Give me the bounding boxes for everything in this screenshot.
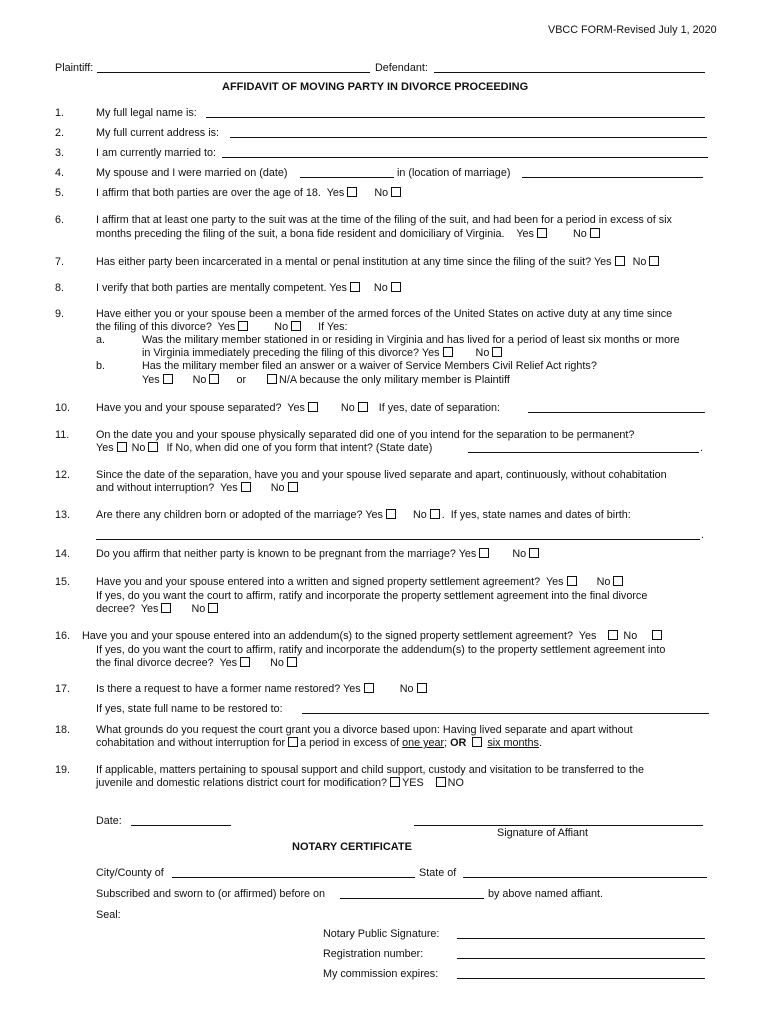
no-checkbox[interactable] <box>208 603 218 613</box>
item-number: 5. <box>55 187 65 199</box>
addendum-question: Have you and your spouse entered into an addendum(s) to the signed property settlement agreement? Yes No <box>82 630 664 643</box>
competency-question: I verify that both parties are mentally competent. Yes No <box>96 282 403 295</box>
yes-checkbox[interactable] <box>364 683 374 693</box>
city-county-field[interactable] <box>172 868 415 878</box>
marriage-location-label: in (location of marriage) <box>397 167 511 179</box>
item-number: 13. <box>55 509 71 521</box>
addendum-incorporate-line2: the final divorce decree? Yes No <box>96 657 299 670</box>
military-question-line2: the filing of this divorce? Yes No If Yes: <box>96 321 348 333</box>
separation-date-field[interactable] <box>528 403 705 413</box>
na-checkbox[interactable] <box>267 374 277 384</box>
commission-label: My commission expires: <box>323 968 439 980</box>
military-question-line1: Have either you or your spouse been a member of the armed forces of the United States on active duty at any time since <box>96 308 673 320</box>
yes-checkbox[interactable] <box>479 548 489 558</box>
item-number: 19. <box>55 764 71 776</box>
no-checkbox[interactable] <box>291 321 301 331</box>
notary-signature-field[interactable] <box>457 929 705 939</box>
item-number: 3. <box>55 147 65 159</box>
no-checkbox[interactable] <box>391 187 401 197</box>
grounds-question-line1: What grounds do you request the court grant you a divorce based upon: Having lived separate and apart without <box>96 724 633 736</box>
no-checkbox[interactable] <box>417 683 427 693</box>
item-number: 12. <box>55 469 71 481</box>
item-number: 17. <box>55 683 71 695</box>
marriage-location-field[interactable] <box>522 168 703 178</box>
affiant-signature-label: Signature of Affiant <box>497 827 589 839</box>
defendant-label: Defendant: <box>375 62 428 74</box>
commission-field[interactable] <box>457 969 705 979</box>
yes-checkbox[interactable] <box>163 374 173 384</box>
no-checkbox[interactable] <box>652 630 662 640</box>
residency-question-line1: I affirm that at least one party to the suit was at the time of the filing of the suit, and had been for a period in excess of six <box>96 214 672 226</box>
military-b-line2: Yes No or N/A because the only military member is Plaintiff <box>142 374 510 386</box>
name-restore-question: Is there a request to have a former name restored? Yes No <box>96 683 429 696</box>
form-revision: VBCC FORM-Revised July 1, 2020 <box>548 24 717 36</box>
date-field[interactable] <box>131 816 231 826</box>
separation-period-checkbox[interactable] <box>288 737 298 747</box>
item-number: 6. <box>55 214 65 226</box>
jdr-yes-checkbox[interactable] <box>390 777 400 787</box>
period: . <box>701 529 704 541</box>
period: . <box>700 442 703 454</box>
yes-checkbox[interactable] <box>347 187 357 197</box>
intent-date-field[interactable] <box>468 443 699 453</box>
children-question: Are there any children born or adopted of the marriage? Yes No . If yes, state names and dates of birth: <box>96 509 631 521</box>
notary-title: NOTARY CERTIFICATE <box>292 841 412 853</box>
one-year-option: one year <box>402 737 445 749</box>
item-number: 15. <box>55 576 71 588</box>
no-checkbox[interactable] <box>529 548 539 558</box>
sworn-date-field[interactable] <box>340 889 484 899</box>
legal-name-field[interactable] <box>206 108 705 118</box>
seal-label: Seal: <box>96 909 121 921</box>
item-number: 7. <box>55 256 65 268</box>
yes-checkbox[interactable] <box>350 282 360 292</box>
no-checkbox[interactable] <box>590 228 600 238</box>
no-checkbox[interactable] <box>649 256 659 266</box>
yes-checkbox[interactable] <box>308 402 318 412</box>
date-label: Date: <box>96 815 122 827</box>
yes-checkbox[interactable] <box>386 509 396 519</box>
plaintiff-field[interactable] <box>97 63 370 73</box>
grounds-question-line2: cohabitation and without interruption for a period in excess of one year; OR six months. <box>96 737 542 749</box>
yes-checkbox[interactable] <box>567 576 577 586</box>
psa-question: Have you and your spouse entered into a written and signed property settlement agreement? Yes No <box>96 576 625 589</box>
sworn-affiant-label: by above named affiant. <box>488 888 604 900</box>
registration-label: Registration number: <box>323 948 424 960</box>
sworn-label: Subscribed and sworn to (or affirmed) before on <box>96 888 326 900</box>
registration-field[interactable] <box>457 949 705 959</box>
marriage-date-label: My spouse and I were married on (date) <box>96 167 288 179</box>
yes-checkbox[interactable] <box>537 228 547 238</box>
incarceration-question: Has either party been incarcerated in a mental or penal institution at any time since the filing of the suit? Yes No <box>96 256 661 269</box>
residency-question-line2: months preceding the filing of the suit, a bona fide resident and domiciliary of Virginia. Yes No <box>96 228 602 241</box>
age-question: I affirm that both parties are over the age of 18. Yes No <box>96 187 403 200</box>
military-b-line1: Has the military member filed an answer or a waiver of Service Members Civil Relief Act rights? <box>142 360 597 372</box>
no-checkbox[interactable] <box>391 282 401 292</box>
no-checkbox[interactable] <box>148 442 158 452</box>
jdr-no-checkbox[interactable] <box>436 777 446 787</box>
item-number: 16. <box>55 630 71 642</box>
intent-question-line1: On the date you and your spouse physically separated did one of you intend for the separation to be permanent? <box>96 429 635 441</box>
item-number: 10. <box>55 402 71 414</box>
children-names-field[interactable] <box>96 530 700 540</box>
no-checkbox[interactable] <box>613 576 623 586</box>
psa-incorporate-line1: If yes, do you want the court to affirm, ratify and incorporate the property settlement agreement into the final divorce <box>96 590 648 602</box>
addendum-incorporate-line1: If yes, do you want the court to affirm, ratify and incorporate the addendum(s) to the property settlement agreement into <box>96 644 666 656</box>
item-number: 2. <box>55 127 65 139</box>
city-county-label: City/County of <box>96 867 164 879</box>
item-number: 1. <box>55 107 65 119</box>
form-title: AFFIDAVIT OF MOVING PARTY IN DIVORCE PROCEEDING <box>222 81 529 93</box>
defendant-field[interactable] <box>434 63 705 73</box>
six-months-option: six months <box>487 737 539 749</box>
notary-signature-label: Notary Public Signature: <box>323 928 440 940</box>
jdr-transfer-line1: If applicable, matters pertaining to spousal support and child support, custody and visitation to be transferred to the <box>96 764 644 776</box>
restored-name-label: If yes, state full name to be restored to: <box>96 703 283 715</box>
jdr-transfer-line2: juvenile and domestic relations district court for modification? YES NO <box>96 777 464 789</box>
yes-checkbox[interactable] <box>161 603 171 613</box>
military-a-line2: in Virginia immediately preceding the filing of this divorce? Yes No <box>142 347 504 360</box>
six-months-checkbox[interactable] <box>472 737 482 747</box>
married-to-field[interactable] <box>222 148 708 158</box>
no-checkbox[interactable] <box>358 402 368 412</box>
no-checkbox[interactable] <box>288 482 298 492</box>
yes-checkbox[interactable] <box>117 442 127 452</box>
psa-incorporate-line2: decree? Yes No <box>96 603 220 616</box>
item-number: 4. <box>55 167 65 179</box>
no-checkbox[interactable] <box>209 374 219 384</box>
legal-name-label: My full legal name is: <box>96 107 197 119</box>
item-number: 11. <box>55 429 70 441</box>
separated-question: Have you and your spouse separated? Yes No If yes, date of separation: <box>96 402 500 414</box>
yes-checkbox[interactable] <box>241 482 251 492</box>
subitem-b-label: b. <box>96 360 106 372</box>
married-to-label: I am currently married to: <box>96 147 216 159</box>
item-number: 8. <box>55 282 65 294</box>
intent-question-line2: Yes No If No, when did one of you form that intent? (State date) <box>96 442 433 454</box>
state-field[interactable] <box>463 868 707 878</box>
state-label: State of <box>419 867 457 879</box>
no-checkbox[interactable] <box>430 509 440 519</box>
marriage-date-field[interactable] <box>300 168 394 178</box>
item-number: 9. <box>55 308 65 320</box>
yes-checkbox[interactable] <box>238 321 248 331</box>
yes-checkbox[interactable] <box>240 657 250 667</box>
yes-checkbox[interactable] <box>615 256 625 266</box>
yes-checkbox[interactable] <box>443 347 453 357</box>
restored-name-field[interactable] <box>302 704 709 714</box>
item-number: 14. <box>55 548 71 560</box>
subitem-a-label: a. <box>96 334 106 346</box>
continuous-separation-line2: and without interruption? Yes No <box>96 482 300 495</box>
military-a-line1: Was the military member stationed in or residing in Virginia and has lived for a period of least six months or more <box>142 334 680 346</box>
address-field[interactable] <box>230 128 707 138</box>
plaintiff-label: Plaintiff: <box>55 62 94 74</box>
yes-checkbox[interactable] <box>608 630 618 640</box>
address-label: My full current address is: <box>96 127 220 139</box>
no-checkbox[interactable] <box>492 347 502 357</box>
pregnancy-question: Do you affirm that neither party is known to be pregnant from the marriage? Yes No <box>96 548 541 561</box>
no-checkbox[interactable] <box>287 657 297 667</box>
item-number: 18. <box>55 724 71 736</box>
affiant-signature-field[interactable] <box>414 816 703 826</box>
continuous-separation-line1: Since the date of the separation, have you and your spouse lived separate and apart, continuously, without cohabitation <box>96 469 667 481</box>
